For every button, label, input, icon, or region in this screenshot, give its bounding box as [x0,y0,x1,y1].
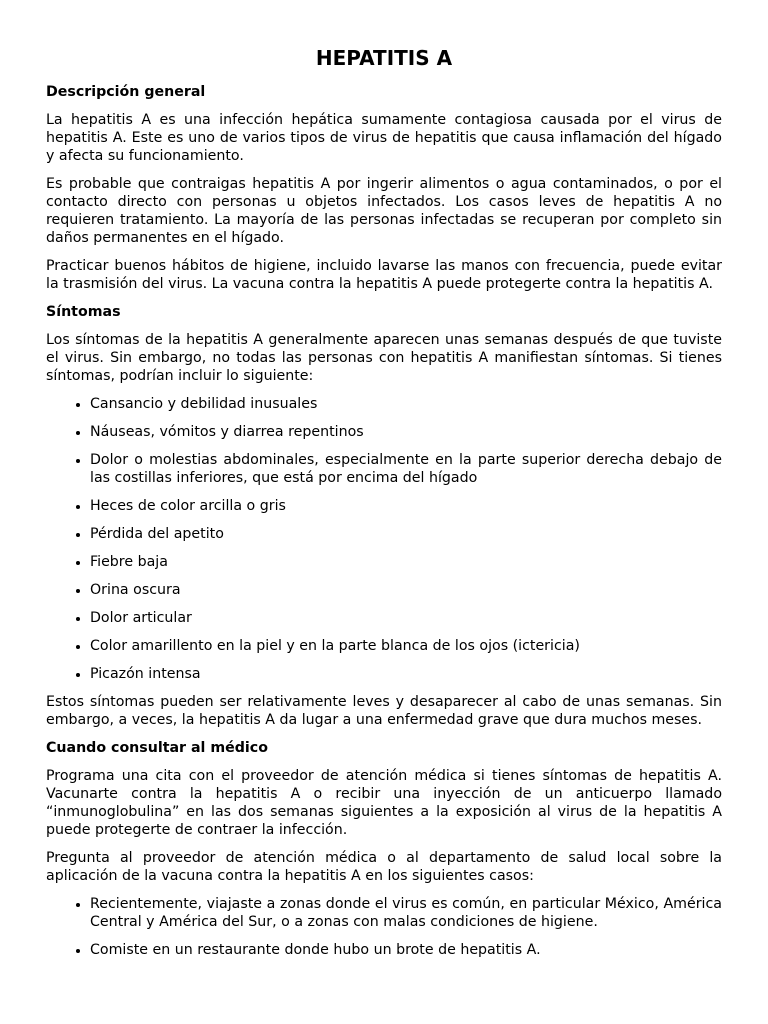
paragraph: Es probable que contraigas hepatitis A por ingerir alimentos o agua contaminados, o por el contacto directo con personas u objetos infectados. Los casos leves de hepatitis A no requieren tratamiento. La mayoría de las personas infectadas se recuperan por completo sin daños permanentes en el hígado. [46,176,722,246]
paragraph: Practicar buenos hábitos de higiene, incluido lavarse las manos con frecuencia, puede evitar la trasmisión del virus. La vacuna contra la hepatitis A puede protegerte contra la hepatitis A. [46,258,722,292]
document-title: HEPATITIS A [315,46,453,70]
paragraph: Los síntomas de la hepatitis A generalmente aparecen unas semanas después de que tuviste el virus. Sin embargo, no todas las personas con hepatitis A manifiestan síntomas. Si tienes síntomas, podrían incluir lo siguiente: [46,332,722,384]
section-heading-medico: Cuando consultar al médico [46,740,268,756]
paragraph: Pregunta al proveedor de atención médica o al departamento de salud local sobre la aplicación de la vacuna contra la hepatitis A en los siguientes casos: [46,850,722,884]
section-heading-sintomas: Síntomas [46,304,121,320]
list-item: • Fiebre baja [90,553,722,571]
list-item: • Dolor o molestias abdominales, especialmente en la parte superior derecha debajo de las costillas inferiores, que está por encima del hígado [90,451,722,487]
list-item: • Náuseas, vómitos y diarrea repentinos [90,423,722,441]
list-item: • Color amarillento en la piel y en la parte blanca de los ojos (ictericia) [90,637,722,655]
list-item: • Pérdida del apetito [90,525,722,543]
paragraph: Programa una cita con el proveedor de atención médica si tienes síntomas de hepatitis A. Vacunarte contra la hepatitis A o recibir una inyección de un anticuerpo llamado “inmunoglobulina” en las dos semanas siguientes a la exposición al virus de la hepatitis A puede protegerte de contraer la infección. [46,768,722,838]
paragraph: La hepatitis A es una infección hepática sumamente contagiosa causada por el virus de hepatitis A. Este es uno de varios tipos de virus de hepatitis que causa inflamación del hígado y afecta su funcionamiento. [46,112,722,164]
list-item: • Dolor articular [90,609,722,627]
list-item: • Orina oscura [90,581,722,599]
list-item: • Comiste en un restaurante donde hubo un brote de hepatitis A. [90,941,722,959]
section-heading-descripcion: Descripción general [46,84,206,100]
list-item: • Cansancio y debilidad inusuales [90,395,722,413]
list-item: • Heces de color arcilla o gris [90,497,722,515]
cases-list [46,895,722,959]
symptoms-list [46,395,722,683]
list-item: • Picazón intensa [90,665,722,683]
paragraph: Estos síntomas pueden ser relativamente leves y desaparecer al cabo de unas semanas. Sin embargo, a veces, la hepatitis A da lugar a una enfermedad grave que dura muchos meses. [46,694,722,728]
list-item: • Recientemente, viajaste a zonas donde el virus es común, en particular México, América Central y América del Sur, o a zonas con malas condiciones de higiene. [90,895,722,931]
